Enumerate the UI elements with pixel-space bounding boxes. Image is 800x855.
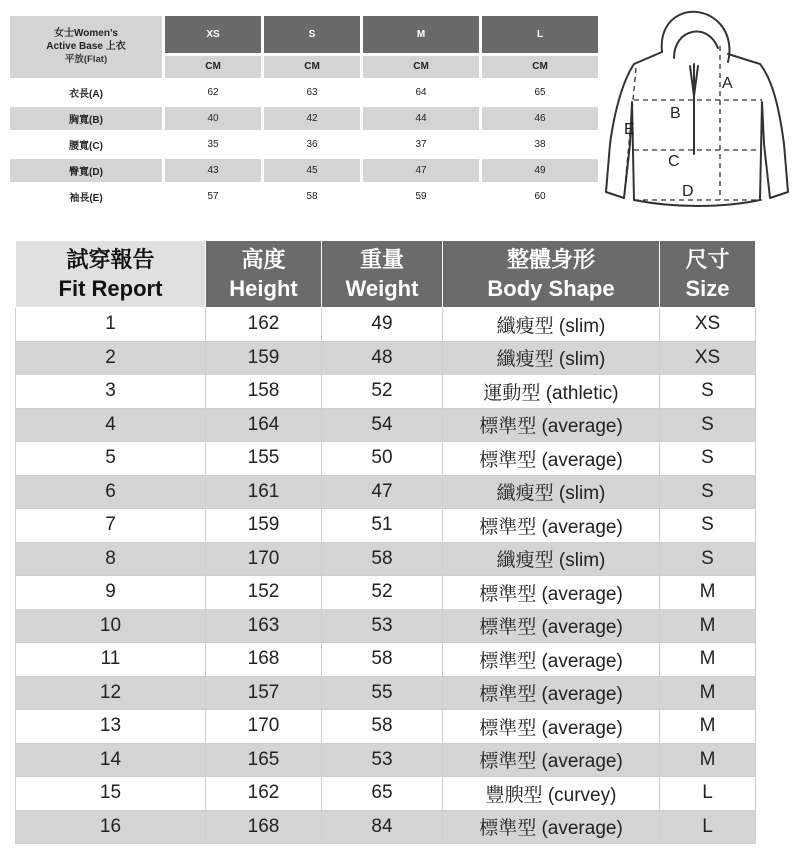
fit-report-row bbox=[16, 810, 756, 844]
row-label: 腰寬(C) bbox=[69, 141, 103, 152]
cell-height: 159 bbox=[206, 341, 322, 375]
cell-size: L bbox=[660, 777, 756, 811]
cell-body-shape: 運動型 (athletic) bbox=[443, 375, 660, 409]
cell-body-shape: 標準型 (average) bbox=[443, 442, 660, 476]
cell-value: 58 bbox=[306, 191, 318, 202]
cell-tester-number: 5 bbox=[16, 442, 206, 476]
cell-value: 47 bbox=[363, 159, 479, 182]
unit-label: CM bbox=[165, 56, 261, 78]
cell-tester-number: 12 bbox=[16, 676, 206, 710]
cell-value: 42 bbox=[264, 107, 360, 130]
header-fit-report bbox=[16, 241, 206, 308]
cell-size: S bbox=[660, 475, 756, 509]
cell-weight: 52 bbox=[322, 375, 443, 409]
cell-height: 158 bbox=[206, 375, 322, 409]
hoodie-measurement-diagram bbox=[604, 4, 792, 214]
fit-report-row bbox=[16, 743, 756, 777]
hood-inner-outline bbox=[674, 32, 718, 58]
fit-report-row bbox=[16, 509, 756, 543]
cell-value: 43 bbox=[165, 159, 261, 182]
cell-body-shape: 纖瘦型 (slim) bbox=[443, 341, 660, 375]
cell-body-shape: 標準型 (average) bbox=[443, 743, 660, 777]
cell-height: 165 bbox=[206, 743, 322, 777]
cell-value: 62 bbox=[207, 87, 219, 98]
fit-report-row bbox=[16, 710, 756, 744]
size-chart-title-line2: Active Base 上衣 bbox=[46, 41, 126, 53]
cell-tester-number: 3 bbox=[16, 375, 206, 409]
cell-tester-number: 15 bbox=[16, 777, 206, 811]
size-header-s: S bbox=[264, 16, 360, 53]
hood-outline bbox=[662, 12, 730, 62]
size-chart-title-sub: 平放(Flat) bbox=[64, 54, 108, 66]
cell-height: 162 bbox=[206, 308, 322, 342]
row-label: 衣長(A) bbox=[69, 89, 103, 100]
header-height bbox=[206, 241, 322, 308]
label-c: C bbox=[668, 153, 680, 170]
cell-body-shape: 纖瘦型 (slim) bbox=[443, 308, 660, 342]
cell-height: 168 bbox=[206, 810, 322, 844]
cell-body-shape: 標準型 (average) bbox=[443, 810, 660, 844]
cell-tester-number: 10 bbox=[16, 609, 206, 643]
cell-value: 44 bbox=[363, 107, 479, 130]
header-size bbox=[660, 241, 756, 308]
cell-body-shape: 標準型 (average) bbox=[443, 643, 660, 677]
cell-value: 64 bbox=[415, 87, 427, 98]
size-chart-row bbox=[10, 185, 598, 208]
cell-size: M bbox=[660, 676, 756, 710]
cell-value: 46 bbox=[482, 107, 598, 130]
fit-report-row bbox=[16, 643, 756, 677]
cell-height: 170 bbox=[206, 710, 322, 744]
header-en: Body Shape bbox=[487, 276, 615, 301]
row-label: 臀寬(D) bbox=[10, 159, 162, 182]
fit-report-row bbox=[16, 341, 756, 375]
cell-value: 65 bbox=[534, 87, 546, 98]
row-label: 袖長(E) bbox=[69, 193, 103, 204]
fit-report-header-row bbox=[16, 241, 756, 308]
cell-size: M bbox=[660, 710, 756, 744]
cell-tester-number: 1 bbox=[16, 308, 206, 342]
cell-weight: 53 bbox=[322, 743, 443, 777]
size-chart-row bbox=[10, 81, 598, 104]
unit-label: CM bbox=[482, 56, 598, 78]
fit-report-row bbox=[16, 308, 756, 342]
cell-weight: 58 bbox=[322, 643, 443, 677]
cell-body-shape: 標準型 (average) bbox=[443, 509, 660, 543]
cell-weight: 52 bbox=[322, 576, 443, 610]
cell-weight: 53 bbox=[322, 609, 443, 643]
cell-tester-number: 9 bbox=[16, 576, 206, 610]
size-header-xs: XS bbox=[165, 16, 261, 53]
cell-tester-number: 14 bbox=[16, 743, 206, 777]
cell-size: S bbox=[660, 375, 756, 409]
cell-height: 155 bbox=[206, 442, 322, 476]
cell-size: S bbox=[660, 542, 756, 576]
cell-weight: 54 bbox=[322, 408, 443, 442]
cell-body-shape: 標準型 (average) bbox=[443, 676, 660, 710]
cell-weight: 55 bbox=[322, 676, 443, 710]
cell-size: M bbox=[660, 743, 756, 777]
size-chart-row bbox=[10, 159, 598, 182]
cell-weight: 47 bbox=[322, 475, 443, 509]
cell-weight: 49 bbox=[322, 308, 443, 342]
header-en: Weight bbox=[345, 276, 419, 301]
cell-size: M bbox=[660, 643, 756, 677]
cell-value: 59 bbox=[415, 191, 427, 202]
cell-height: 162 bbox=[206, 777, 322, 811]
cell-body-shape: 標準型 (average) bbox=[443, 408, 660, 442]
fit-report-row bbox=[16, 375, 756, 409]
size-chart-table bbox=[7, 13, 601, 211]
fit-report-table bbox=[15, 240, 756, 844]
cell-body-shape: 標準型 (average) bbox=[443, 609, 660, 643]
cell-weight: 50 bbox=[322, 442, 443, 476]
cell-weight: 58 bbox=[322, 542, 443, 576]
header-zh: 試穿報告 bbox=[66, 246, 155, 272]
header-en: Height bbox=[229, 276, 298, 301]
cell-value: 57 bbox=[207, 191, 219, 202]
fit-report-body bbox=[16, 308, 756, 844]
cell-tester-number: 6 bbox=[16, 475, 206, 509]
cell-height: 159 bbox=[206, 509, 322, 543]
fit-report-row bbox=[16, 475, 756, 509]
cell-weight: 51 bbox=[322, 509, 443, 543]
label-b: B bbox=[670, 105, 681, 122]
fit-report-row bbox=[16, 676, 756, 710]
cell-size: M bbox=[660, 576, 756, 610]
unit-label: CM bbox=[264, 56, 360, 78]
cell-tester-number: 13 bbox=[16, 710, 206, 744]
cell-size: M bbox=[660, 609, 756, 643]
unit-label: CM bbox=[363, 56, 479, 78]
cell-size: S bbox=[660, 509, 756, 543]
cell-value: 60 bbox=[534, 191, 546, 202]
cell-tester-number: 8 bbox=[16, 542, 206, 576]
cell-size: S bbox=[660, 408, 756, 442]
cell-value: 35 bbox=[207, 139, 219, 150]
label-e: E bbox=[624, 121, 635, 138]
size-chart-title-line1: 女士Women’s bbox=[54, 28, 118, 40]
cell-weight: 65 bbox=[322, 777, 443, 811]
cell-height: 170 bbox=[206, 542, 322, 576]
cell-weight: 48 bbox=[322, 341, 443, 375]
fit-report-row bbox=[16, 609, 756, 643]
cell-body-shape: 纖瘦型 (slim) bbox=[443, 542, 660, 576]
fit-report-row bbox=[16, 576, 756, 610]
cell-value: 37 bbox=[415, 139, 427, 150]
cell-height: 168 bbox=[206, 643, 322, 677]
cell-tester-number: 2 bbox=[16, 341, 206, 375]
header-en: Size bbox=[685, 276, 730, 301]
size-chart-title bbox=[10, 16, 162, 78]
header-zh: 尺寸 bbox=[685, 246, 730, 272]
size-chart-row bbox=[10, 133, 598, 156]
cell-weight: 84 bbox=[322, 810, 443, 844]
cell-height: 152 bbox=[206, 576, 322, 610]
cell-height: 157 bbox=[206, 676, 322, 710]
cell-tester-number: 11 bbox=[16, 643, 206, 677]
fit-report-row bbox=[16, 777, 756, 811]
size-header-m: M bbox=[363, 16, 479, 53]
header-body-shape bbox=[443, 241, 660, 308]
cell-tester-number: 16 bbox=[16, 810, 206, 844]
cell-size: S bbox=[660, 442, 756, 476]
fit-report-row bbox=[16, 408, 756, 442]
label-a: A bbox=[722, 75, 733, 92]
size-chart-row bbox=[10, 107, 598, 130]
cell-weight: 58 bbox=[322, 710, 443, 744]
row-label: 胸寬(B) bbox=[10, 107, 162, 130]
header-zh: 重量 bbox=[359, 246, 404, 272]
cell-tester-number: 4 bbox=[16, 408, 206, 442]
cell-value: 45 bbox=[264, 159, 360, 182]
fit-report-row bbox=[16, 542, 756, 576]
label-d: D bbox=[682, 183, 694, 200]
cell-size: XS bbox=[660, 308, 756, 342]
header-zh: 高度 bbox=[241, 246, 286, 272]
cell-value: 38 bbox=[534, 139, 546, 150]
cell-value: 63 bbox=[306, 87, 318, 98]
header-en: Fit Report bbox=[58, 276, 163, 301]
cell-body-shape: 標準型 (average) bbox=[443, 576, 660, 610]
cell-value: 49 bbox=[482, 159, 598, 182]
cell-size: XS bbox=[660, 341, 756, 375]
cell-tester-number: 7 bbox=[16, 509, 206, 543]
cell-value: 36 bbox=[306, 139, 318, 150]
size-header-l: L bbox=[482, 16, 598, 53]
cell-height: 161 bbox=[206, 475, 322, 509]
cell-body-shape: 豐腴型 (curvey) bbox=[443, 777, 660, 811]
cell-body-shape: 纖瘦型 (slim) bbox=[443, 475, 660, 509]
cell-height: 164 bbox=[206, 408, 322, 442]
fit-report-row bbox=[16, 442, 756, 476]
cell-value: 40 bbox=[165, 107, 261, 130]
cell-size: L bbox=[660, 810, 756, 844]
header-weight bbox=[322, 241, 443, 308]
header-zh: 整體身形 bbox=[506, 246, 595, 272]
cell-height: 163 bbox=[206, 609, 322, 643]
cell-body-shape: 標準型 (average) bbox=[443, 710, 660, 744]
